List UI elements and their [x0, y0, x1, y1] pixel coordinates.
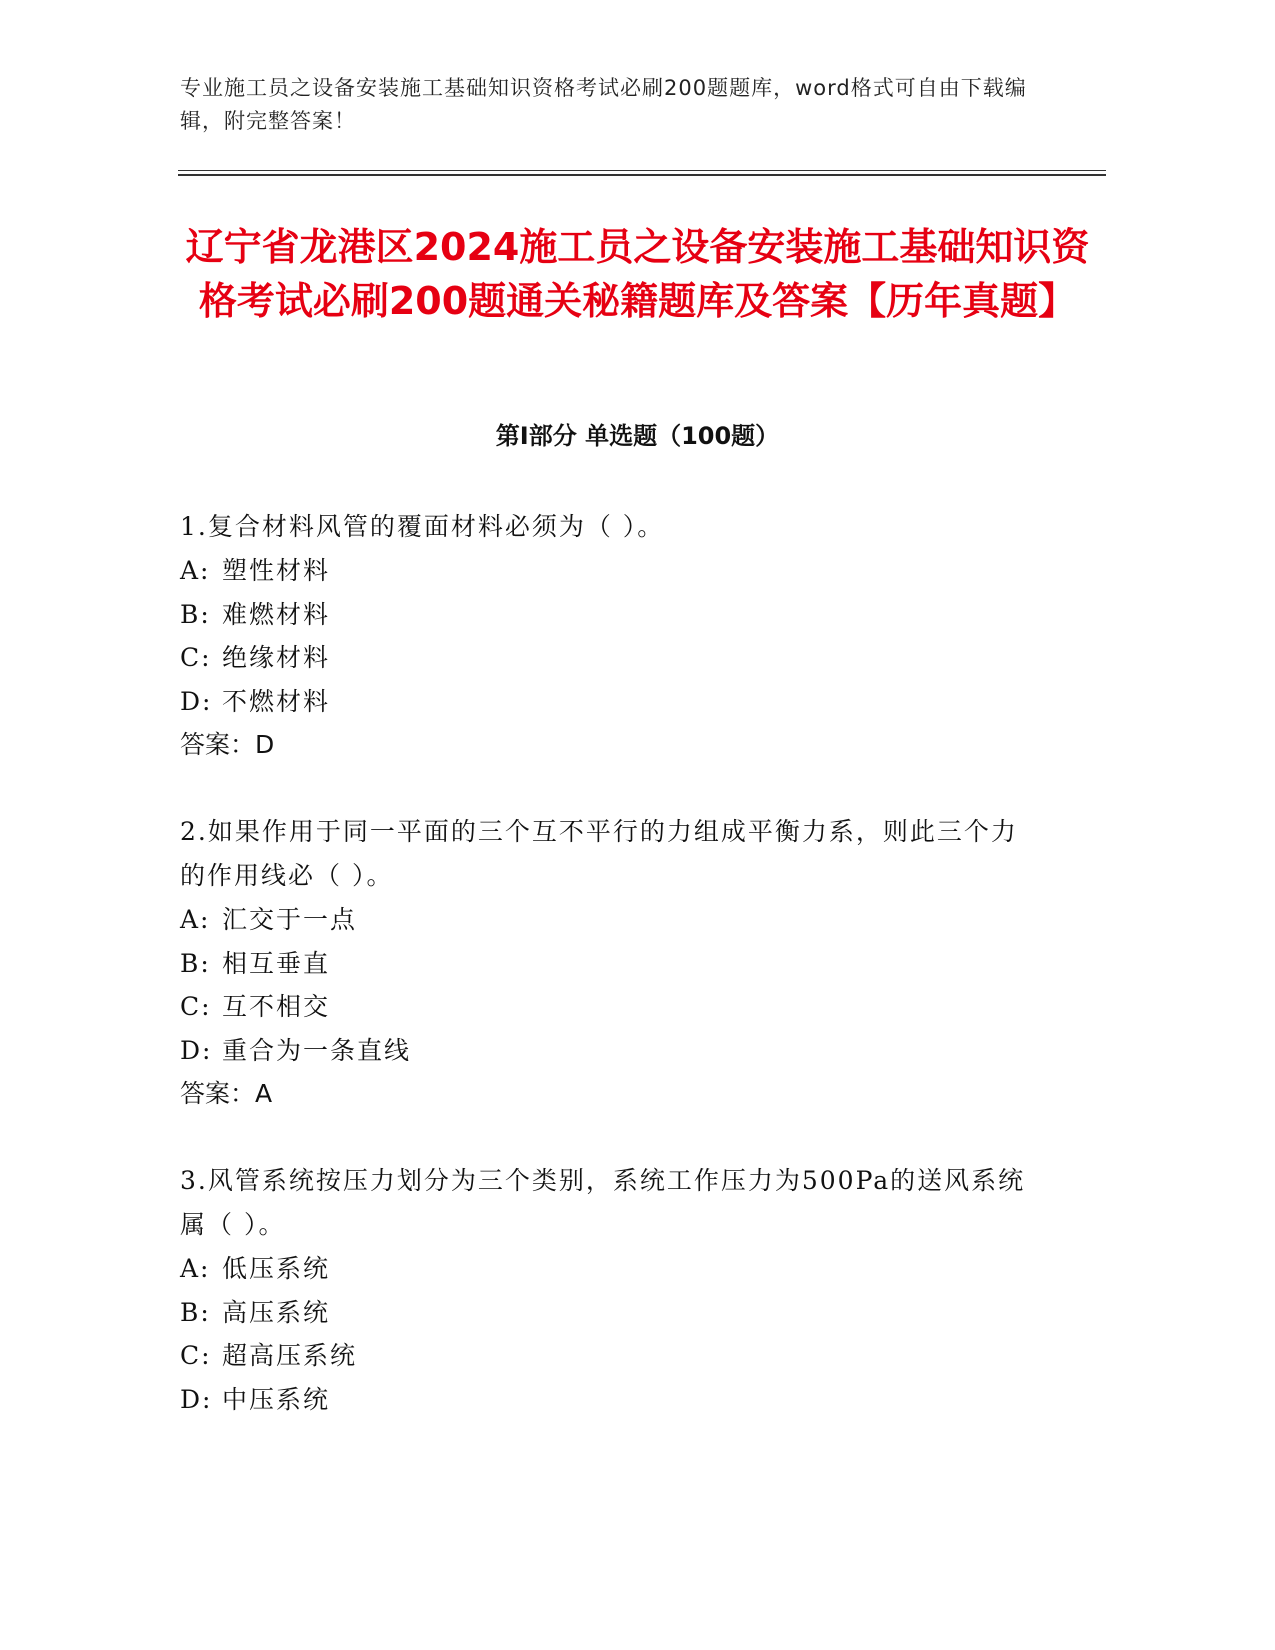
option-c: [180, 636, 1040, 680]
option-a: [180, 549, 1040, 593]
option-d: [180, 680, 1040, 724]
option-letter: C:: [180, 643, 212, 672]
question-3: [180, 1159, 1040, 1421]
answer-text: 答案：D: [180, 730, 275, 759]
option-text: 绝缘材料: [222, 643, 331, 672]
option-b: [180, 593, 1040, 637]
option-text: 中压系统: [222, 1384, 331, 1414]
question-stem: 1.复合材料风管的覆面材料必须为（ ）。: [180, 512, 665, 541]
section-title: 第Ⅰ部分 单选题（100题）: [495, 422, 780, 450]
option-letter: A:: [180, 1254, 211, 1283]
option-a: [180, 1247, 1040, 1291]
option-letter: D:: [180, 1035, 213, 1065]
option-text: 塑性材料: [222, 556, 331, 585]
option-text: 低压系统: [222, 1254, 331, 1283]
header-divider: [178, 170, 1106, 176]
question-2: [180, 810, 1040, 1116]
option-d: [180, 1029, 1040, 1073]
option-text: 高压系统: [222, 1297, 331, 1327]
option-letter: C:: [180, 1341, 212, 1370]
option-text: 重合为一条直线: [222, 1035, 412, 1065]
option-b: [180, 942, 1040, 986]
option-text: 超高压系统: [222, 1341, 358, 1370]
answer-text: 答案：A: [180, 1079, 273, 1108]
option-letter: D:: [180, 1384, 213, 1414]
document-title: 辽宁省龙港区2024施工员之设备安装施工基础知识资格考试必刷200题通关秘籍题库及答案【历年真题】: [185, 225, 1090, 323]
option-a: [180, 898, 1040, 942]
option-letter: D:: [180, 686, 213, 716]
option-letter: A:: [180, 905, 211, 934]
option-text: 互不相交: [222, 992, 331, 1021]
header-note: 专业施工员之设备安装施工基础知识资格考试必刷200题题库，word格式可自由下载编辑，附完整答案！: [180, 76, 1027, 133]
option-letter: B:: [180, 948, 211, 978]
option-text: 汇交于一点: [222, 905, 358, 934]
option-letter: A:: [180, 556, 211, 585]
option-d: [180, 1378, 1040, 1422]
option-letter: C:: [180, 992, 212, 1021]
option-text: 相互垂直: [222, 948, 331, 978]
question-stem: 2.如果作用于同一平面的三个互不平行的力组成平衡力系，则此三个力的作用线必（ ）。: [180, 817, 1018, 890]
question-stem: 3.风管系统按压力划分为三个类别，系统工作压力为500Pa的送风系统属（ ）。: [180, 1166, 1026, 1239]
question-1: [180, 505, 1040, 767]
option-text: 难燃材料: [222, 599, 331, 629]
option-text: 不燃材料: [222, 686, 331, 716]
option-c: [180, 985, 1040, 1029]
option-b: [180, 1291, 1040, 1335]
option-letter: B:: [180, 599, 211, 629]
question-list: [180, 505, 1040, 1464]
option-letter: B:: [180, 1297, 211, 1327]
option-c: [180, 1334, 1040, 1378]
